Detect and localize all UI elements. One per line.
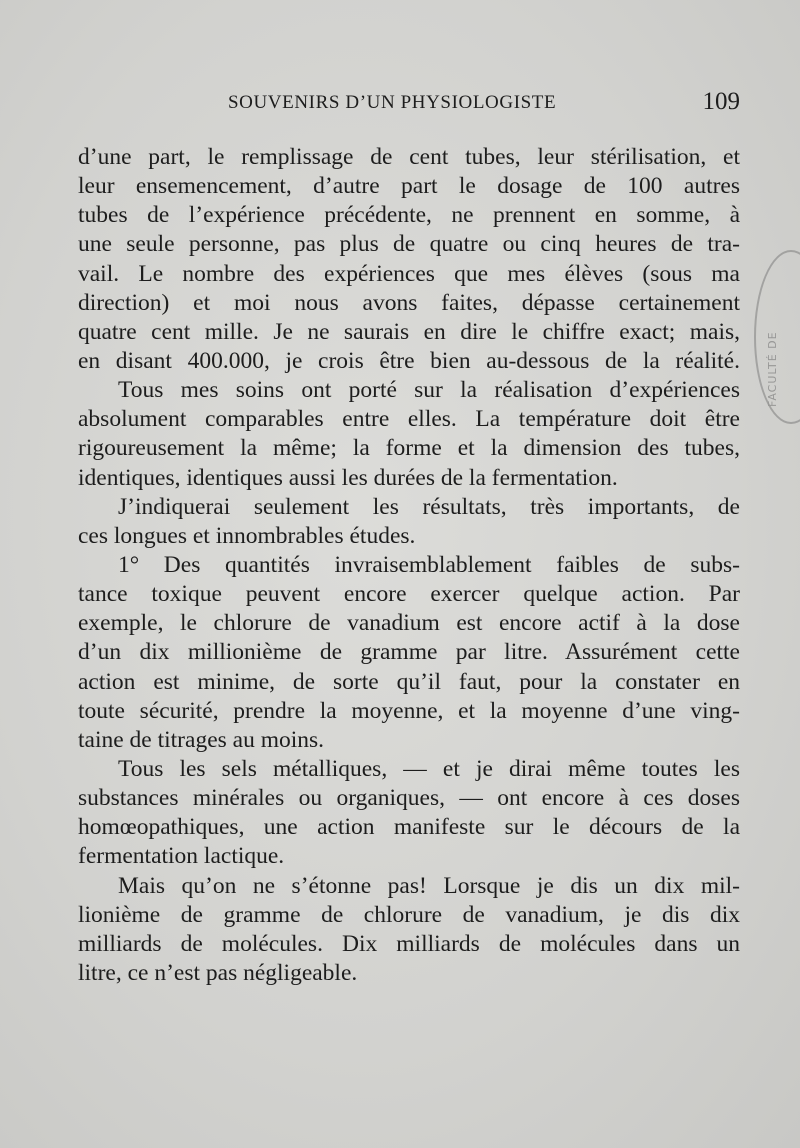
text-line: taine de titrages au moins. <box>78 726 325 753</box>
text-line: tubes de l’expérience précédente, ne prennent en somme, à <box>78 202 740 229</box>
text-line: rigoureusement la même; la forme et la dimension des tubes, <box>78 435 740 462</box>
text-line: d’une part, le remplissage de cent tubes, leur stérilisation, et <box>78 144 740 170</box>
page-number: 109 <box>702 88 740 115</box>
text-line: leur ensemencement, d’autre part le dosage de 100 autres <box>78 173 740 200</box>
running-head <box>78 88 740 118</box>
text-line: lionième de gramme de chlorure de vanadium, je dis dix <box>78 901 740 928</box>
text-line: 1° Des quantités invraisemblablement faibles de subs- <box>118 551 740 578</box>
text-line: milliards de molécules. Dix milliards de molécules dans un <box>78 930 740 957</box>
stamp-text: FACULTÉ DE <box>766 331 779 407</box>
text-line: substances minérales ou organiques, — ont encore à ces doses <box>78 785 740 812</box>
text-line: J’indiquerai seulement les résultats, très importants, de <box>118 493 740 520</box>
text-line: Mais qu’on ne s’étonne pas! Lorsque je dis un dix mil- <box>118 872 740 899</box>
text-line: vail. Le nombre des expériences que mes élèves (sous ma <box>78 260 740 287</box>
library-stamp <box>754 250 800 424</box>
text-line: litre, ce n’est pas négligeable. <box>78 959 358 986</box>
text-line: direction) et moi nous avons faites, dépasse certainement <box>78 289 740 316</box>
text-line: d’un dix millionième de gramme par litre. Assurément cette <box>78 639 740 666</box>
text-line: en disant 400.000, je crois être bien au-dessous de la réalité. <box>78 347 740 374</box>
running-title: SOUVENIRS D’UN PHYSIOLOGISTE <box>228 92 557 113</box>
text-line: ces longues et innombrables études. <box>78 522 416 549</box>
body-text <box>78 143 740 988</box>
text-line: fermentation lactique. <box>78 843 285 870</box>
text-line: Tous les sels métalliques, — et je dirai même toutes les <box>118 755 740 782</box>
text-line: exemple, le chlorure de vanadium est encore actif à la dose <box>78 610 740 637</box>
text-line: homœopathiques, une action manifeste sur le décours de la <box>78 814 740 841</box>
text-line: une seule personne, pas plus de quatre ou cinq heures de tra- <box>78 231 740 258</box>
text-line: toute sécurité, prendre la moyenne, et la moyenne d’une ving- <box>78 697 740 724</box>
text-line: action est minime, de sorte qu’il faut, pour la constater en <box>78 668 740 695</box>
text-line: identiques, identiques aussi les durées de la fermentation. <box>78 464 618 491</box>
text-line: tance toxique peuvent encore exercer quelque action. Par <box>78 581 740 608</box>
text-line: absolument comparables entre elles. La température doit être <box>78 406 740 433</box>
text-line: Tous mes soins ont porté sur la réalisation d’expériences <box>118 377 740 404</box>
text-line: quatre cent mille. Je ne saurais en dire le chiffre exact; mais, <box>78 318 740 345</box>
